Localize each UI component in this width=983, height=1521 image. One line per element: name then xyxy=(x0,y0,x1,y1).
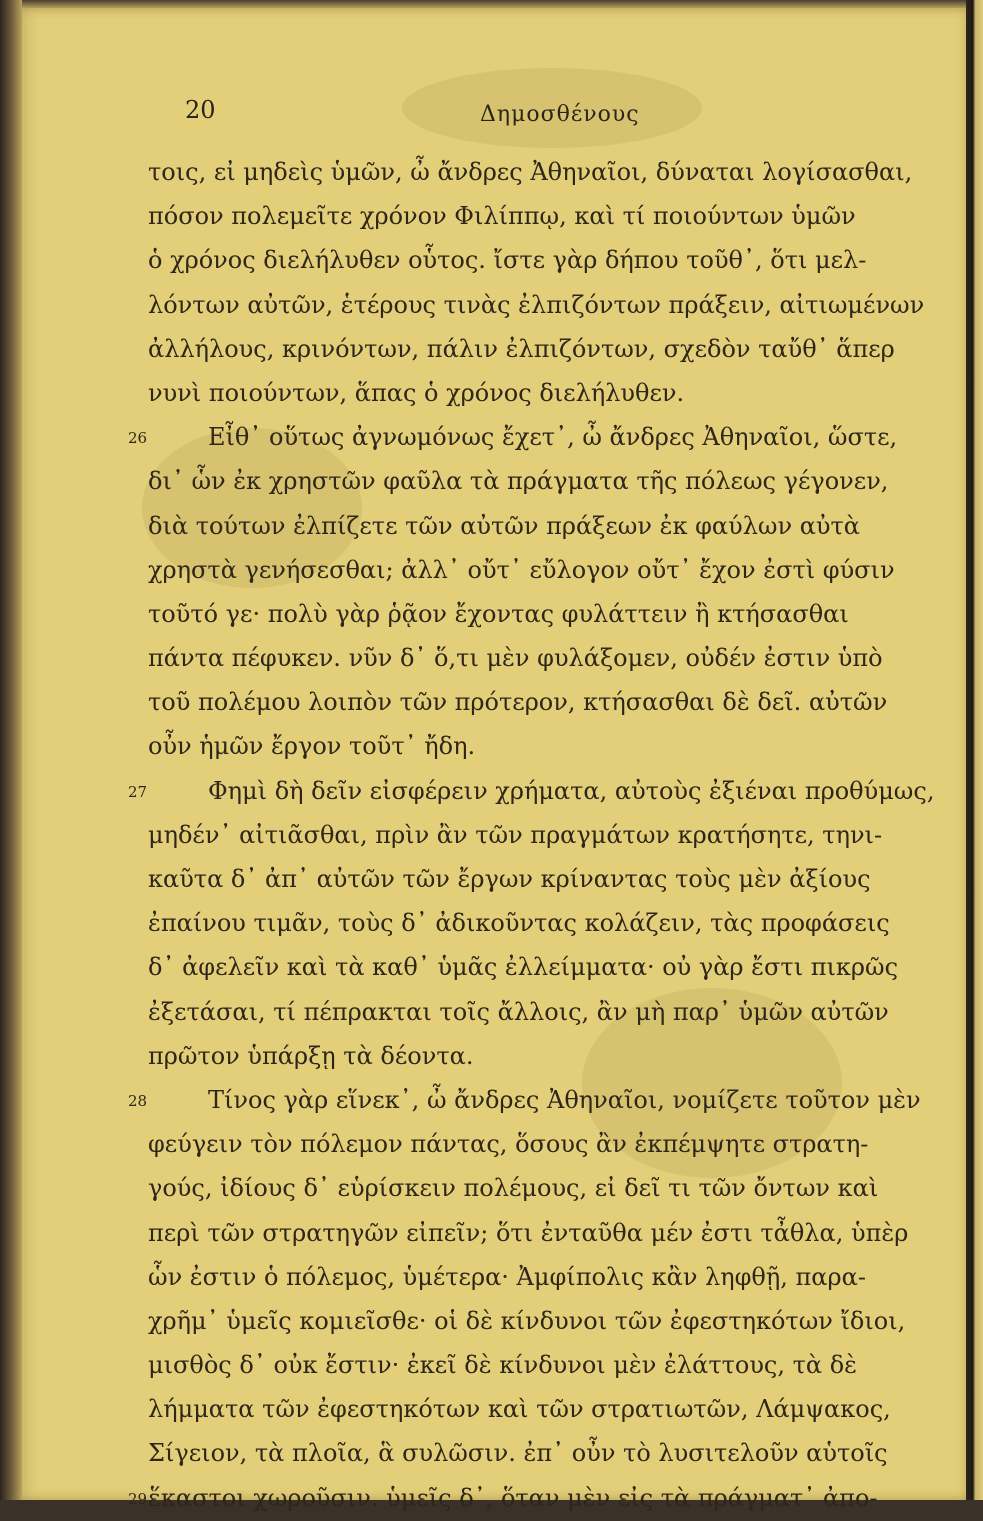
line-text: λόντων αὐτῶν, ἑτέρους τινὰς ἐλπιζόντων πράξειν, αἰτιωμένων xyxy=(148,290,925,319)
text-line xyxy=(148,680,938,724)
section-number: 26 xyxy=(128,429,148,448)
text-line xyxy=(128,1078,938,1122)
line-text: τοῦτό γε· πολὺ γὰρ ῥᾷον ἔχοντας φυλάττειν ἢ κτήσασθαι xyxy=(148,599,849,628)
line-text: δ᾽ ἀφελεῖν καὶ τὰ καθ᾽ ὑμᾶς ἐλλείμματα· οὐ γὰρ ἔστι πικρῶς xyxy=(148,953,899,982)
line-text: ἀλλήλους, κρινόντων, πάλιν ἐλπιζόντων, σχεδὸν ταὔθ᾽ ἅπερ xyxy=(148,334,895,363)
line-text: οὖν ἡμῶν ἔργον τοῦτ᾽ ἤδη. xyxy=(148,732,476,761)
text-line xyxy=(148,945,938,989)
line-text: χρηστὰ γενήσεσθαι; ἀλλ᾽ οὔτ᾽ εὔλογον οὔτ᾽ ἔχον ἐστὶ φύσιν xyxy=(148,555,895,584)
text-line xyxy=(128,415,938,459)
line-text: διὰ τούτων ἐλπίζετε τῶν αὐτῶν πράξεων ἐκ φαύλων αὐτὰ xyxy=(148,511,860,540)
line-text: Εἶθ᾽ οὕτως ἀγνωμόνως ἔχετ᾽, ὦ ἄνδρες Ἀθηναῖοι, ὥστε, xyxy=(208,423,898,452)
text-line xyxy=(148,504,938,548)
body-text xyxy=(128,150,938,1520)
line-text: πόσον πολεμεῖτε χρόνον Φιλίππῳ, καὶ τί ποιούντων ὑμῶν xyxy=(148,202,856,231)
text-line xyxy=(148,592,938,636)
book-edge xyxy=(0,0,22,1500)
line-text: Σίγειον, τὰ πλοῖα, ἃ συλῶσιν. ἐπ᾽ οὖν τὸ λυσιτελοῦν αὑτοῖς xyxy=(148,1439,888,1468)
line-text: ὁ χρόνος διελήλυθεν οὗτος. ἴστε γὰρ δήπου τοῦθ᾽, ὅτι μελ- xyxy=(148,246,867,275)
running-title: Δημοσθένους xyxy=(480,102,640,127)
running-head xyxy=(185,96,825,136)
line-text: μισθὸς δ᾽ οὐκ ἔστιν· ἐκεῖ δὲ κίνδυνοι μὲν ἐλάττους, τὰ δὲ xyxy=(148,1351,858,1380)
section-number: 28 xyxy=(128,1091,148,1110)
text-line xyxy=(148,371,938,415)
line-text: ἕκαστοι χωροῦσιν. ὑμεῖς δ᾽, ὅταν μὲν εἰς τὰ πράγματ᾽ ἀπο- xyxy=(148,1483,878,1512)
text-line xyxy=(148,901,938,945)
section-number: 27 xyxy=(128,782,148,801)
line-text: Φημὶ δὴ δεῖν εἰσφέρειν χρήματα, αὐτοὺς ἐξιέναι προθύμως, xyxy=(208,776,935,805)
line-text: γούς, ἰδίους δ᾽ εὑρίσκειν πολέμους, εἰ δεῖ τι τῶν ὄντων καὶ xyxy=(148,1174,879,1203)
text-line xyxy=(148,724,938,768)
text-line xyxy=(148,813,938,857)
text-line xyxy=(148,327,938,371)
line-text: τοις, εἰ μηδεὶς ὑμῶν, ὦ ἄνδρες Ἀθηναῖοι, δύναται λογίσασθαι, xyxy=(148,158,913,186)
line-text: ἐξετάσαι, τί πέπρακται τοῖς ἄλλοις, ἂν μὴ παρ᾽ ὑμῶν αὐτῶν xyxy=(148,997,889,1026)
text-line xyxy=(148,857,938,901)
text-line xyxy=(148,1034,938,1078)
line-text: περὶ τῶν στρατηγῶν εἰπεῖν; ὅτι ἐνταῦθα μέν ἐστι τἆθλα, ὑπὲρ xyxy=(148,1218,909,1247)
line-text: Τίνος γὰρ εἵνεκ᾽, ὦ ἄνδρες Ἀθηναῖοι, νομίζετε τοῦτον μὲν xyxy=(208,1085,921,1114)
text-line xyxy=(148,459,938,503)
text-line xyxy=(128,1476,938,1520)
line-text: καῦτα δ᾽ ἀπ᾽ αὐτῶν τῶν ἔργων κρίναντας τοὺς μὲν ἀξίους xyxy=(148,865,871,893)
line-text: μηδέν᾽ αἰτιᾶσθαι, πρὶν ἂν τῶν πραγμάτων κρατήσητε, τηνι- xyxy=(148,820,883,849)
text-line xyxy=(148,548,938,592)
text-line xyxy=(148,1431,938,1475)
text-line xyxy=(148,1387,938,1431)
text-line xyxy=(148,150,938,194)
line-text: λήμματα τῶν ἐφεστηκότων καὶ τῶν στρατιωτῶν, Λάμψακος, xyxy=(148,1395,891,1424)
text-line xyxy=(148,1211,938,1255)
text-line xyxy=(148,238,938,282)
line-text: πρῶτον ὑπάρξῃ τὰ δέοντα. xyxy=(148,1041,474,1070)
line-text: δι᾽ ὧν ἐκ χρηστῶν φαῦλα τὰ πράγματα τῆς πόλεως γέγονεν, xyxy=(148,467,889,496)
line-text: χρῆμ᾽ ὑμεῖς κομιεῖσθε· οἱ δὲ κίνδυνοι τῶν ἐφεστηκότων ἴδιοι, xyxy=(148,1306,906,1335)
text-line xyxy=(148,636,938,680)
text-line xyxy=(148,1166,938,1210)
text-line xyxy=(128,769,938,813)
text-line xyxy=(148,194,938,238)
line-text: ἐπαίνου τιμᾶν, τοὺς δ᾽ ἀδικοῦντας κολάζειν, τὰς προφάσεις xyxy=(148,909,890,938)
line-text: ὧν ἐστιν ὁ πόλεμος, ὑμέτερα· Ἀμφίπολις κἂν ληφθῇ, παρα- xyxy=(148,1262,866,1291)
line-text: τοῦ πολέμου λοιπὸν τῶν πρότερον, κτήσασθαι δὲ δεῖ. αὐτῶν xyxy=(148,688,888,717)
line-text: πάντα πέφυκεν. νῦν δ᾽ ὅ,τι μὲν φυλάξομεν, οὐδέν ἐστιν ὑπὸ xyxy=(148,644,883,673)
book-gutter xyxy=(966,0,983,1500)
text-line xyxy=(148,1299,938,1343)
section-number: 29 xyxy=(128,1489,148,1508)
text-line xyxy=(148,283,938,327)
text-line xyxy=(148,1122,938,1166)
line-text: νυνὶ ποιούντων, ἅπας ὁ χρόνος διελήλυθεν. xyxy=(148,378,685,407)
text-line xyxy=(148,1343,938,1387)
page-number: 20 xyxy=(185,96,216,124)
text-line xyxy=(148,990,938,1034)
text-line xyxy=(148,1255,938,1299)
line-text: φεύγειν τὸν πόλεμον πάντας, ὅσους ἂν ἐκπέμψητε στρατη- xyxy=(148,1130,869,1159)
